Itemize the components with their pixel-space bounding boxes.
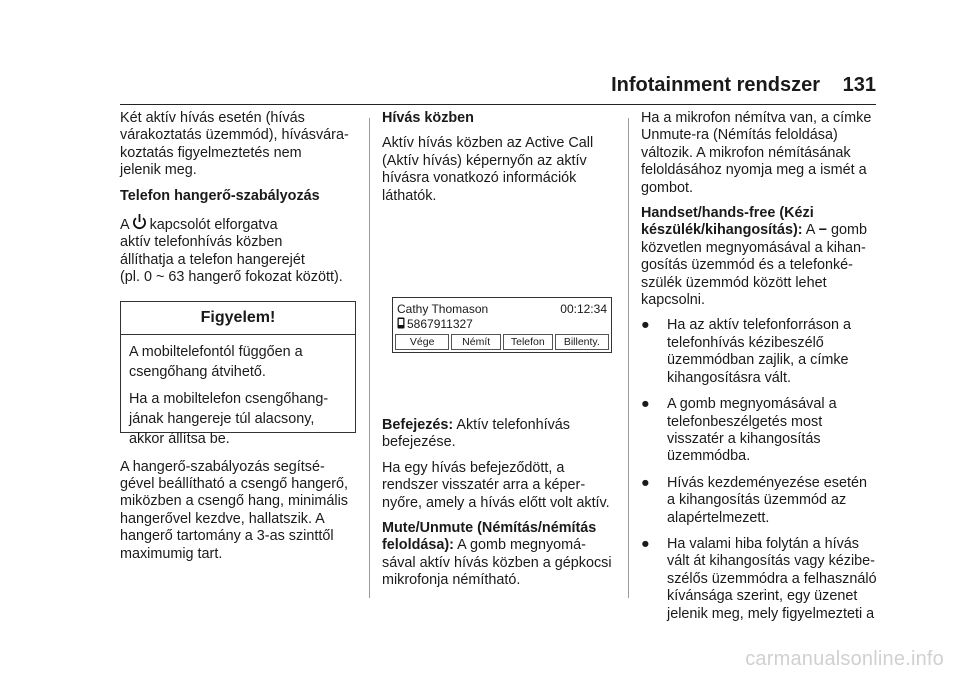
- section-title: Infotainment rendszer: [611, 74, 820, 96]
- page-number: 131: [842, 74, 876, 96]
- bullet-icon: ●: [641, 535, 650, 552]
- warning-box: [120, 301, 356, 447]
- power-icon: [132, 213, 147, 231]
- paragraph: Befejezés: Aktív telefonhívás befejezése.: [382, 417, 570, 451]
- paragraph: Aktív hívás közben az Active Call (Aktív hívás) képernyőn az aktív hívásra vonatkozó információk láthatók.: [382, 135, 594, 204]
- mobile-phone-icon: [397, 317, 405, 329]
- paragraph: Ha egy hívás befejeződött, a rendszer visszatér arra a képer- nyőre, amely a hívás előtt volt aktív.: [382, 459, 610, 511]
- bullet-icon: ●: [641, 317, 650, 334]
- warning-title: Figyelem!: [121, 302, 355, 335]
- subheading: Hívás közben: [382, 110, 474, 126]
- watermark: carmanualsonline.info: [745, 648, 944, 670]
- bullet-icon: ●: [641, 474, 650, 491]
- list-item: ● Ha az aktív telefonforráson a telefonhívás kézibeszélő üzemmódban zajlik, a címke kihangosításra vált.: [641, 317, 851, 386]
- keypad-button[interactable]: Billenty.: [555, 334, 609, 350]
- active-call-screen: [392, 297, 612, 353]
- column-divider: [628, 118, 629, 598]
- caller-number: 5867911327: [397, 316, 473, 333]
- column-1: [120, 110, 360, 571]
- list-item: ● Hívás kezdeményezése esetén a kihangosítás üzemmód az alapértelmezett.: [641, 474, 867, 526]
- warning-text: A mobiltelefontól függően a csengőhang átvihető.: [129, 343, 303, 380]
- paragraph: Két aktív hívás esetén (hívás várakoztatás üzemmód), hívásvára- koztatás figyelmeztetés nem jelenik meg.: [120, 110, 349, 179]
- end-call-button[interactable]: Vége: [395, 334, 449, 350]
- warning-text: Ha a mobiltelefon csengőhang- jának hangereje túl alacsony, akkor állítsa be.: [129, 390, 329, 447]
- minus-icon: −: [818, 222, 827, 239]
- paragraph: Mute/Unmute (Némítás/némítás feloldása): A gomb megnyomá- sával aktív hívás közben a gépkocsi mikrofonja némítható.: [382, 520, 612, 589]
- call-timer: 00:12:34: [560, 302, 607, 317]
- paragraph: A kapcsolót elforgatva aktív telefonhívás közben állíthatja a telefon hangerejét (pl. 0 ~ 63 hangerő fokozat között).: [120, 213, 360, 287]
- phone-button[interactable]: Telefon: [503, 334, 553, 350]
- mute-button[interactable]: Némít: [451, 334, 501, 350]
- call-button-bar: [395, 334, 609, 350]
- paragraph: Ha a mikrofon némítva van, a címke Unmute-ra (Némítás feloldása) változik. A mikrofon némításának feloldásához nyomja meg a ismét a gombot.: [641, 110, 872, 196]
- list-item: ● Ha valami hiba folytán a hívás vált át kihangosítás vagy kézibe- szélős üzemmódra a felhasználó kívánsága szerint, egy üzenet jelenik meg, mely figyelmezteti a: [641, 535, 877, 622]
- subheading: Telefon hangerő-szabályozás: [120, 187, 320, 204]
- page-header: [120, 68, 876, 105]
- list-item: ● A gomb megnyomásával a telefonbeszélgetés most visszatér a kihangosítás üzemmódba.: [641, 396, 837, 465]
- paragraph: Handset/hands-free (Kézi készülék/kihangosítás): A − gomb közvetlen megnyomásával a kihan- gosítás üzemmód és a telefonké- szülék üzemmód között lehet kapcsolni.: [641, 205, 867, 309]
- column-divider: [369, 118, 370, 598]
- bullet-icon: ●: [641, 396, 650, 413]
- column-3: [641, 110, 877, 632]
- column-2: [382, 110, 618, 598]
- caller-name: Cathy Thomason: [397, 302, 489, 317]
- paragraph: A hangerő-szabályozás segítsé- gével beállítható a csengő hangerő, miközben a csengő hang, minimális hangerővel kezdve, hallatszik. A hangerő tartomány a 3-as szinttől maximumig tart.: [120, 458, 349, 562]
